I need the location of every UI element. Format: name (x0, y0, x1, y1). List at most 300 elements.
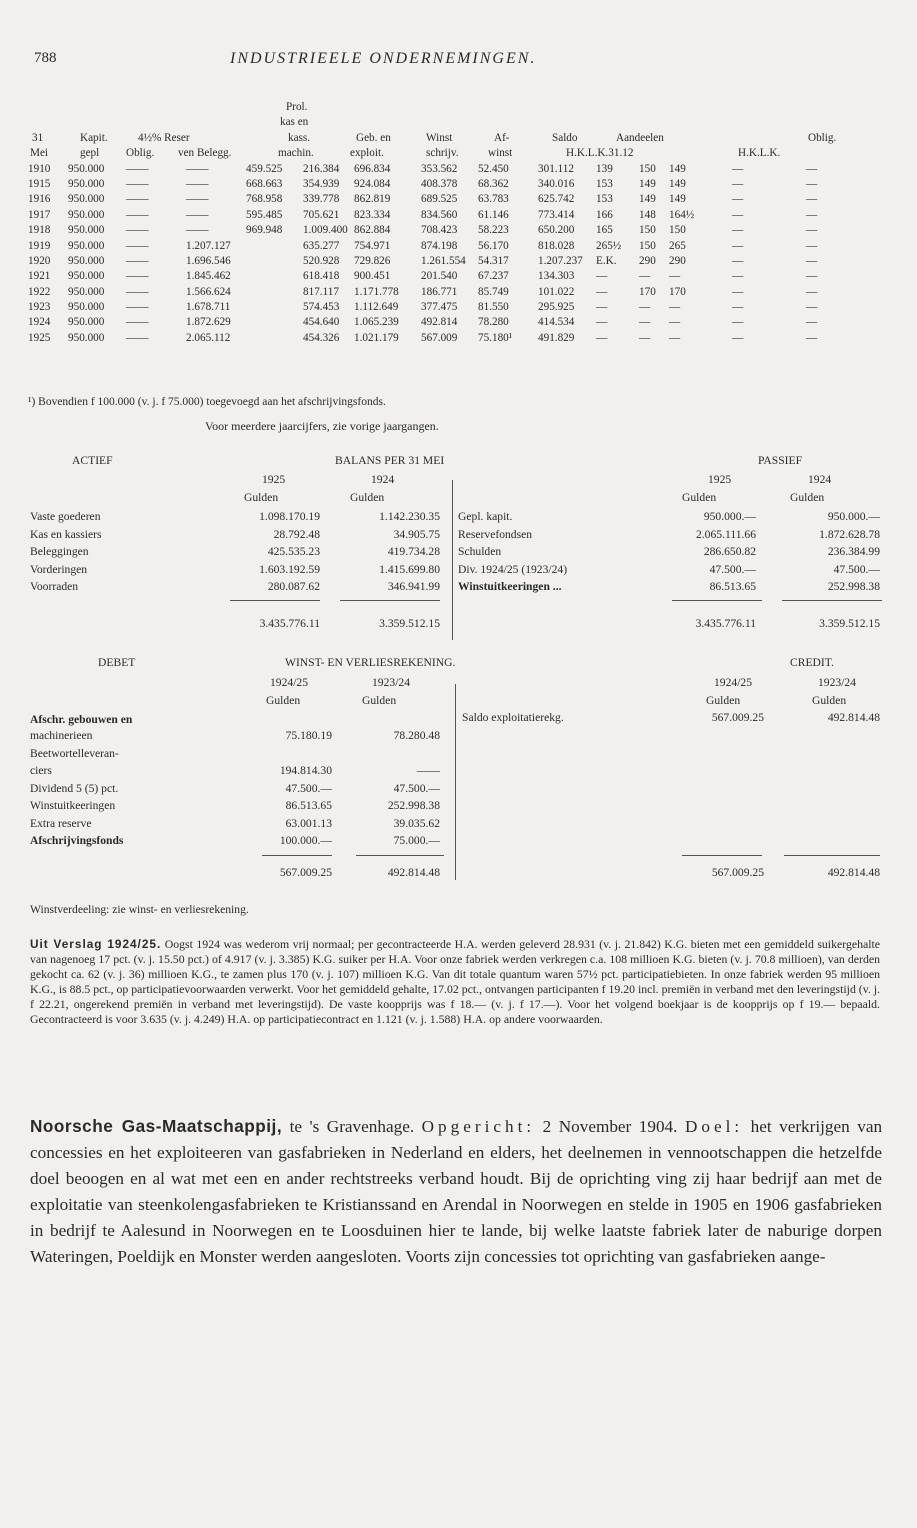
history-cell: 61.146 (478, 208, 509, 221)
header-cell: exploit. (350, 147, 384, 160)
liabilities-a: 86.513.65 (709, 580, 756, 593)
history-cell: 301.112 (538, 162, 574, 175)
history-cell: — (669, 301, 681, 314)
history-cell: 1925 (28, 331, 51, 344)
history-cell: 520.928 (303, 254, 340, 267)
running-title: INDUSTRIEELE ONDERNEMINGEN. (230, 50, 537, 67)
history-header-2 (28, 146, 888, 161)
history-cell: 354.939 (303, 177, 340, 190)
history-cell: — (639, 301, 651, 314)
history-cell: — (639, 270, 651, 283)
history-cell: 153 (596, 177, 613, 190)
year-label: 1924/25 (270, 676, 309, 689)
history-cell: 1.566.624 (186, 285, 231, 298)
history-cell: — (732, 208, 744, 221)
unit-label: Gulden (812, 694, 847, 707)
history-cell: 295.925 (538, 301, 575, 314)
history-cell: — (732, 270, 744, 283)
history-cell: —— (126, 239, 149, 252)
liabilities-label: Gepl. kapit. (458, 510, 513, 523)
year-label: 1924/25 (714, 676, 753, 689)
history-cell: — (806, 270, 818, 283)
history-cell: 290 (639, 254, 656, 267)
assets-label: Vorderingen (30, 562, 88, 576)
history-cell: 63.783 (478, 193, 509, 206)
company-entry (30, 1113, 882, 1270)
history-cell: 773.414 (538, 208, 575, 221)
history-cell: 186.771 (421, 285, 458, 298)
history-cell: 950.000 (68, 254, 105, 267)
total-rule (262, 855, 332, 856)
history-cell: 265 (669, 239, 686, 252)
year-label: 1924 (808, 473, 832, 486)
debit-b: 75.000.— (393, 834, 440, 847)
history-cell: 689.525 (421, 193, 458, 206)
history-cell: 1918 (28, 224, 51, 237)
history-cell: — (596, 270, 608, 283)
history-cell: —— (126, 224, 149, 237)
debit-b: 78.280.48 (393, 729, 440, 742)
history-cell: 68.362 (478, 177, 509, 190)
assets-label: Beleggingen (30, 545, 89, 558)
history-cell: 817.117 (303, 285, 339, 298)
history-cell: — (806, 193, 818, 206)
pl-total-debit-b: 492.814.48 (387, 866, 440, 879)
history-cell: 81.550 (478, 301, 509, 314)
history-cell: 454.326 (303, 331, 340, 344)
debit-b: —— (416, 764, 440, 777)
history-cell: 150 (639, 162, 656, 175)
balance-total-passief-a: 3.435.776.11 (695, 617, 756, 630)
header-cell: ven Belegg. (178, 147, 232, 160)
pl-debet-heading: DEBET (98, 656, 136, 669)
history-row (28, 331, 888, 346)
history-cell: 408.378 (421, 177, 458, 190)
history-row (28, 177, 888, 192)
history-cell: 950.000 (68, 316, 105, 329)
credit-a: 567.009.25 (711, 711, 764, 724)
total-rule (672, 600, 762, 601)
history-cell: — (732, 239, 744, 252)
company-text: het verkrijgen van concessies en het exploiteeren van gasfabrieken in Nederland en elders, het deelnemen in vennootschappen die hetzelfde doel beoogen en al wat met een en ander rechtstreeks verband houdt. Bij de oprichting ving zij haar bedrijf aan met de exploitatie van steenkolengasfabrieken te Kristianssand en Arendal in Noorwegen en stelde in 1905 en 1906 gasfabrieken in bedrijf te Aalesund in Noorwegen en te Loosduinen hier te lande, bij welke laatste fabriek later de naburige dorpen Wateringen, Poeldijk en Monster werden aangesloten. Voorts zijn concessies tot oprichting van gasfabrieken aange- (30, 1117, 883, 1266)
header-cell: Oblig. (126, 147, 155, 160)
header-cell: schrijv. (426, 147, 459, 160)
header-cell: 31 (32, 131, 44, 144)
header-cell: winst (488, 147, 513, 160)
history-cell: —— (186, 193, 209, 206)
history-cell: 950.000 (68, 270, 105, 283)
history-cell: 950.000 (68, 285, 105, 298)
history-row (28, 192, 888, 207)
unit-label: Gulden (682, 491, 717, 504)
history-cell: — (732, 162, 744, 175)
balance-actief-heading: ACTIEF (72, 454, 113, 467)
history-cell: 1.261.554 (421, 254, 466, 267)
liabilities-label: Winstuitkeeringen ... (458, 580, 562, 593)
history-cell: 164½ (669, 208, 695, 221)
history-cell: 950.000 (68, 301, 105, 314)
unit-label: Gulden (790, 491, 825, 504)
assets-a: 1.098.170.19 (259, 510, 320, 523)
history-cell: 635.277 (303, 239, 340, 252)
history-cell: 149 (669, 177, 686, 190)
history-cell: 170 (669, 285, 686, 298)
history-cell: 75.180¹ (478, 331, 513, 344)
history-cell: 625.742 (538, 193, 575, 206)
header-cell: 4½% Reser (138, 131, 190, 144)
history-cell: 153 (596, 193, 613, 206)
history-row (28, 300, 888, 315)
history-cell: 950.000 (68, 331, 105, 344)
history-cell: 1.845.462 (186, 270, 231, 283)
history-cell: —— (126, 193, 149, 206)
history-cell: 574.453 (303, 301, 340, 314)
history-cell: — (596, 285, 608, 298)
debit-label: ciers (30, 764, 52, 777)
company-name: Noorsche Gas-Maatschappij, (30, 1116, 283, 1136)
pl-credit-heading: CREDIT. (790, 656, 834, 669)
history-cell: 54.317 (478, 254, 509, 267)
year-label: 1924 (371, 473, 395, 486)
history-cell: —— (186, 177, 209, 190)
history-cell: 491.829 (538, 331, 575, 344)
history-cell: 1.872.629 (186, 316, 231, 329)
history-cell: — (732, 193, 744, 206)
history-cell: —— (126, 285, 149, 298)
history-row (28, 269, 888, 284)
history-cell: E.K. (596, 254, 617, 267)
debit-a: 75.180.19 (285, 729, 332, 742)
history-cell: 149 (669, 162, 686, 175)
history-cell: 650.200 (538, 224, 575, 237)
history-cell: 52.450 (478, 162, 509, 175)
debit-label: Afschrijvingsfonds (30, 834, 124, 847)
assets-a: 425.535.23 (267, 545, 320, 558)
history-cell: —— (186, 224, 209, 237)
history-cell: 492.814 (421, 316, 458, 329)
report-text: Oogst 1924 was wederom vrij normaal; per gecontracteerde H.A. werden geleverd 28.931 (v. j. 21.842) K.G. bieten met een gemiddeld suikergehalte van nagenoeg 17 pct. (v. j. 15.50 pct.) of 4.917 (v. j. 3.385) K.G. suiker per H.A. Voor onze fabriek werden verkregen c.a. 108 millioen K.G. bieten (v. j. 70.8 millioen), van derden gekocht ca. 62 (v. j. 36) millioen K.G., te zamen plus 170 (v. j. 107) millioen K.G. Van dit totale quantum waren 57½ pct. participatiebieten. In onze fabriek werden 95 millioen K.G., is 88.5 pct., op participatievoorwaarden verwerkt. Voor het gemiddeld gehalte, 17.02 pct., ontvangen participanten f 19.20 incl. premiën in verband met den leveringstijd (v. j. f 22.21, ongerekend premiën in verband met leveringstijd). De vaste koopprijs was f 18.— (v. j. f 17.—). Voor het volgend boekjaar is de koopprijs op f 19.— bepaald. Gecontracteerd is voor 3.635 (v. j. 4.249) H.A. op participatiecontract en 1.121 (v. j. 1.588) H.A. op andere voorwaarden. (30, 937, 880, 1027)
history-row (28, 315, 888, 330)
history-cell: —— (186, 162, 209, 175)
history-body (28, 162, 888, 347)
balance-divider (452, 480, 453, 640)
history-cell: 454.640 (303, 316, 340, 329)
history-cell: — (806, 177, 818, 190)
pl-total-credit-b: 492.814.48 (827, 866, 880, 879)
pl-divider (455, 684, 456, 880)
header-cell: H.K.L.K. (738, 147, 781, 160)
unit-label: Gulden (266, 694, 301, 707)
history-cell: 818.028 (538, 239, 575, 252)
history-cell: 170 (639, 285, 656, 298)
history-cell: 705.621 (303, 208, 340, 221)
history-cell: 1923 (28, 301, 51, 314)
assets-b: 34.905.75 (393, 527, 440, 541)
history-cell: 668.663 (246, 177, 283, 190)
history-cell: 862.819 (354, 193, 391, 206)
year-label: 1923/24 (818, 676, 857, 689)
liabilities-a: 47.500.— (709, 562, 756, 576)
history-cell: — (669, 331, 681, 344)
header-cell: H.K.L.K.31.12 (566, 147, 634, 160)
total-rule (230, 600, 320, 601)
header-cell: Geb. en (356, 131, 391, 144)
year-label: 1925 (708, 473, 732, 486)
liabilities-label: Div. 1924/25 (1923/24) (458, 562, 568, 576)
debit-b: 252.998.38 (387, 799, 440, 812)
history-cell: — (596, 301, 608, 314)
history-cell: — (806, 208, 818, 221)
liabilities-a: 2.065.111.66 (695, 527, 756, 541)
history-cell: 150 (639, 239, 656, 252)
history-cell: 1.696.546 (186, 254, 231, 267)
unit-label: Gulden (362, 694, 397, 707)
history-cell: — (806, 285, 818, 298)
history-cell: — (806, 239, 818, 252)
history-cell: —— (126, 254, 149, 267)
history-cell: 353.562 (421, 162, 458, 175)
history-cell: 201.540 (421, 270, 458, 283)
history-cell: 950.000 (68, 162, 105, 175)
debit-a: 63.001.13 (285, 816, 332, 830)
history-cell: 149 (639, 177, 656, 190)
history-cell: — (806, 301, 818, 314)
header-cell: Mei (30, 147, 49, 160)
year-label: 1923/24 (372, 676, 411, 689)
history-cell: 414.534 (538, 316, 575, 329)
header-cell: Winst (426, 131, 453, 144)
history-cell: 969.948 (246, 224, 283, 237)
history-footnote: ¹) Bovendien f 100.000 (v. j. f 75.000) toegevoegd aan het afschrijvingsfonds. (28, 396, 386, 408)
history-cell: 1920 (28, 254, 51, 267)
assets-a: 1.603.192.59 (259, 562, 320, 576)
assets-label: Vaste goederen (30, 510, 101, 523)
history-cell: — (732, 254, 744, 267)
history-row (28, 254, 888, 269)
history-cell: —— (126, 316, 149, 329)
history-cell: — (806, 331, 818, 344)
header-cell: Prol. (286, 101, 308, 113)
history-cell: — (732, 301, 744, 314)
debit-label: machinerieen (30, 729, 93, 742)
header-cell: Kapit. (80, 131, 108, 144)
total-rule (356, 855, 444, 856)
total-rule (340, 600, 440, 601)
history-cell: 900.451 (354, 270, 391, 283)
header-cell: Af- (494, 131, 510, 144)
liabilities-b: 1.872.628.78 (819, 527, 880, 541)
history-cell: 149 (639, 193, 656, 206)
page-number: 788 (34, 50, 57, 66)
founded-label: Opgericht: (421, 1117, 536, 1136)
history-cell: 459.525 (246, 162, 283, 175)
debit-a: 100.000.— (279, 834, 332, 847)
history-cell: 1916 (28, 193, 51, 206)
history-cell: 1.021.179 (354, 331, 399, 344)
history-row (28, 208, 888, 223)
history-cell: —— (126, 208, 149, 221)
history-cell: 78.280 (478, 316, 509, 329)
balance-total-actief-a: 3.435.776.11 (259, 617, 320, 630)
annual-report (30, 937, 880, 1028)
history-cell: — (732, 331, 744, 344)
debit-b: 47.500.— (393, 781, 440, 795)
liabilities-b: 236.384.99 (827, 545, 880, 558)
liabilities-b: 950.000.— (827, 510, 880, 523)
history-row (28, 239, 888, 254)
pl-debit-header: Afschr. gebouwen en (30, 713, 133, 726)
history-cell: 950.000 (68, 208, 105, 221)
history-cell: 924.084 (354, 177, 391, 190)
history-cell: 340.016 (538, 177, 575, 190)
history-table (28, 100, 888, 346)
pl-total-credit-a: 567.009.25 (711, 866, 764, 879)
history-cell: 67.237 (478, 270, 509, 283)
liabilities-a: 286.650.82 (703, 545, 756, 558)
history-cell: —— (126, 177, 149, 190)
history-cell: 150 (669, 224, 686, 237)
assets-b: 346.941.99 (387, 580, 440, 593)
history-cell: 101.022 (538, 285, 575, 298)
history-cell: 874.198 (421, 239, 458, 252)
pl-note: Winstverdeeling: zie winst- en verliesrekening. (30, 903, 249, 916)
debit-a: 194.814.30 (279, 764, 332, 777)
assets-a: 280.087.62 (267, 580, 320, 593)
history-cell: 265½ (596, 239, 622, 252)
history-cell: 768.958 (246, 193, 283, 206)
history-cell: — (806, 224, 818, 237)
history-cell: 1910 (28, 162, 51, 175)
history-cell: 950.000 (68, 224, 105, 237)
unit-label: Gulden (244, 491, 279, 504)
history-cell: 754.971 (354, 239, 391, 252)
header-cell: Aandeelen (616, 131, 664, 144)
history-cell: 1921 (28, 270, 51, 283)
balance-passief-heading: PASSIEF (758, 454, 803, 467)
history-cell: 165 (596, 224, 613, 237)
liabilities-label: Schulden (458, 545, 502, 558)
history-cell: 85.749 (478, 285, 509, 298)
history-cell: — (639, 316, 651, 329)
balance-total-passief-b: 3.359.512.15 (819, 617, 880, 630)
credit-b: 492.814.48 (827, 711, 880, 724)
debit-label: Beetwortelleveran- (30, 746, 119, 760)
history-cell: 1917 (28, 208, 51, 221)
assets-label: Kas en kassiers (30, 527, 102, 541)
history-cell: 377.475 (421, 301, 458, 314)
history-cell: 139 (596, 162, 613, 175)
history-cell: — (732, 224, 744, 237)
history-cell: — (732, 316, 744, 329)
report-lead: Uit Verslag 1924/25. (30, 937, 162, 951)
debit-a: 86.513.65 (285, 799, 332, 812)
history-cell: 1919 (28, 239, 51, 252)
history-cell: 834.560 (421, 208, 458, 221)
history-cell: — (806, 162, 818, 175)
history-cell: 696.834 (354, 162, 391, 175)
history-cell: —— (186, 208, 209, 221)
header-cell: kass. (288, 131, 311, 144)
history-cell: 1.171.778 (354, 285, 399, 298)
history-cell: — (639, 331, 651, 344)
balance-title: BALANS PER 31 MEI (335, 454, 445, 467)
debit-label: Dividend 5 (5) pct. (30, 781, 119, 795)
total-rule (782, 600, 882, 601)
header-cell: Saldo (552, 131, 578, 144)
liabilities-a: 950.000.— (703, 510, 756, 523)
unit-label: Gulden (350, 491, 385, 504)
history-cell: 567.009 (421, 331, 458, 344)
header-cell: gepl (80, 147, 100, 160)
history-header-top (28, 100, 888, 115)
pl-total-debit-a: 567.009.25 (279, 866, 332, 879)
history-cell: 56.170 (478, 239, 509, 252)
assets-b: 1.415.699.80 (379, 562, 440, 576)
pl-title: WINST- EN VERLIESREKENING. (285, 656, 456, 669)
history-cell: 290 (669, 254, 686, 267)
company-place: te 's Gravenhage. (289, 1117, 415, 1136)
assets-b: 1.142.230.35 (379, 510, 440, 523)
assets-label: Voorraden (30, 580, 79, 593)
history-cell: 166 (596, 208, 613, 221)
history-cell: 1.065.239 (354, 316, 399, 329)
history-cell: — (596, 316, 608, 329)
history-cell: 729.826 (354, 254, 391, 267)
history-row (28, 223, 888, 238)
history-cell: — (669, 270, 681, 283)
history-cell: 1924 (28, 316, 51, 329)
total-rule (682, 855, 762, 856)
header-cell: machin. (278, 147, 314, 160)
history-cell: 148 (639, 208, 656, 221)
history-cell: — (596, 331, 608, 344)
history-row (28, 285, 888, 300)
history-cell: —— (126, 162, 149, 175)
founded-date: 2 November 1904. (542, 1117, 678, 1136)
history-cell: 1915 (28, 177, 51, 190)
header-cell: Oblig. (808, 131, 837, 144)
history-row (28, 162, 888, 177)
purpose-label: Doel: (684, 1117, 744, 1136)
debit-label: Winstuitkeeringen (30, 799, 116, 812)
history-cell: 618.418 (303, 270, 340, 283)
debit-b: 39.035.62 (393, 816, 440, 830)
liabilities-b: 252.998.38 (827, 580, 880, 593)
history-cell: 1.207.237 (538, 254, 583, 267)
total-rule (784, 855, 880, 856)
history-cell: 1.678.711 (186, 301, 231, 314)
history-more-years: Voor meerdere jaarcijfers, zie vorige jaargangen. (205, 419, 439, 433)
history-cell: 2.065.112 (186, 331, 231, 344)
history-cell: 708.423 (421, 224, 458, 237)
history-cell: 339.778 (303, 193, 340, 206)
debit-a: 47.500.— (285, 781, 332, 795)
history-cell: 862.884 (354, 224, 391, 237)
history-cell: 950.000 (68, 177, 105, 190)
history-cell: —— (126, 301, 149, 314)
balance-total-actief-b: 3.359.512.15 (379, 617, 440, 630)
history-cell: 823.334 (354, 208, 391, 221)
credit-label: Saldo exploitatierekg. (462, 711, 564, 724)
history-cell: 149 (669, 193, 686, 206)
history-cell: 1.207.127 (186, 239, 231, 252)
liabilities-b: 47.500.— (833, 562, 880, 576)
debit-label: Extra reserve (30, 816, 92, 830)
history-cell: — (732, 285, 744, 298)
history-cell: 150 (639, 224, 656, 237)
history-cell: —— (126, 270, 149, 283)
header-cell: kas en (280, 116, 309, 129)
